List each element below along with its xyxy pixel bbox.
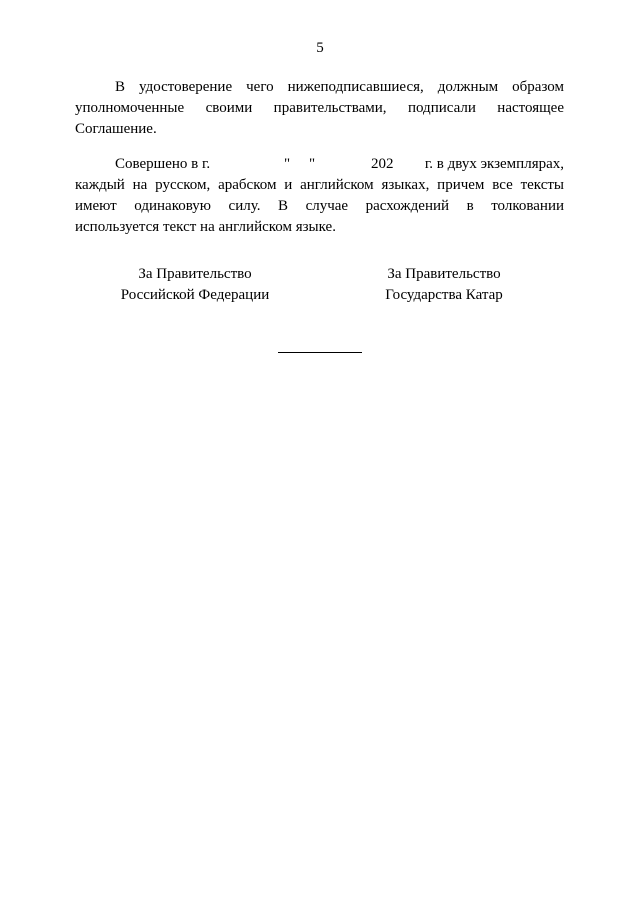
paragraph-line: уполномоченные своими правительствами, подписали настоящее xyxy=(75,100,564,116)
execution-paragraph xyxy=(75,154,564,238)
paragraph-line: каждый на русском, арабском и английском языках, причем все тексты xyxy=(75,177,564,193)
signature-line-2: Государства Катар xyxy=(385,287,503,303)
paragraph-line: Соглашение. xyxy=(75,121,157,137)
signature-line-1: За Правительство xyxy=(387,266,501,282)
paragraph-line: В удостоверение чего нижеподписавшиеся, должным образом xyxy=(115,79,564,95)
quote-open: " xyxy=(284,156,291,172)
copies-text: г. в двух экземплярах, xyxy=(424,156,564,172)
signature-block-russia xyxy=(85,264,305,306)
paragraph-line: используется текст на английском языке. xyxy=(75,219,336,235)
signature-block-qatar xyxy=(334,264,554,306)
signature-line-2: Российской Федерации xyxy=(120,287,270,303)
attestation-paragraph xyxy=(75,77,564,140)
signature-line-1: За Правительство xyxy=(138,266,252,282)
page-number: 5 xyxy=(316,40,324,56)
end-divider xyxy=(278,352,362,353)
paragraph-line: имеют одинаковую силу. В случае расхождений в толковании xyxy=(75,198,564,214)
date-line xyxy=(75,154,564,175)
quote-close: " xyxy=(309,156,316,172)
year-text: 202 xyxy=(371,156,394,172)
done-at-text: Совершено в г. xyxy=(115,156,211,172)
